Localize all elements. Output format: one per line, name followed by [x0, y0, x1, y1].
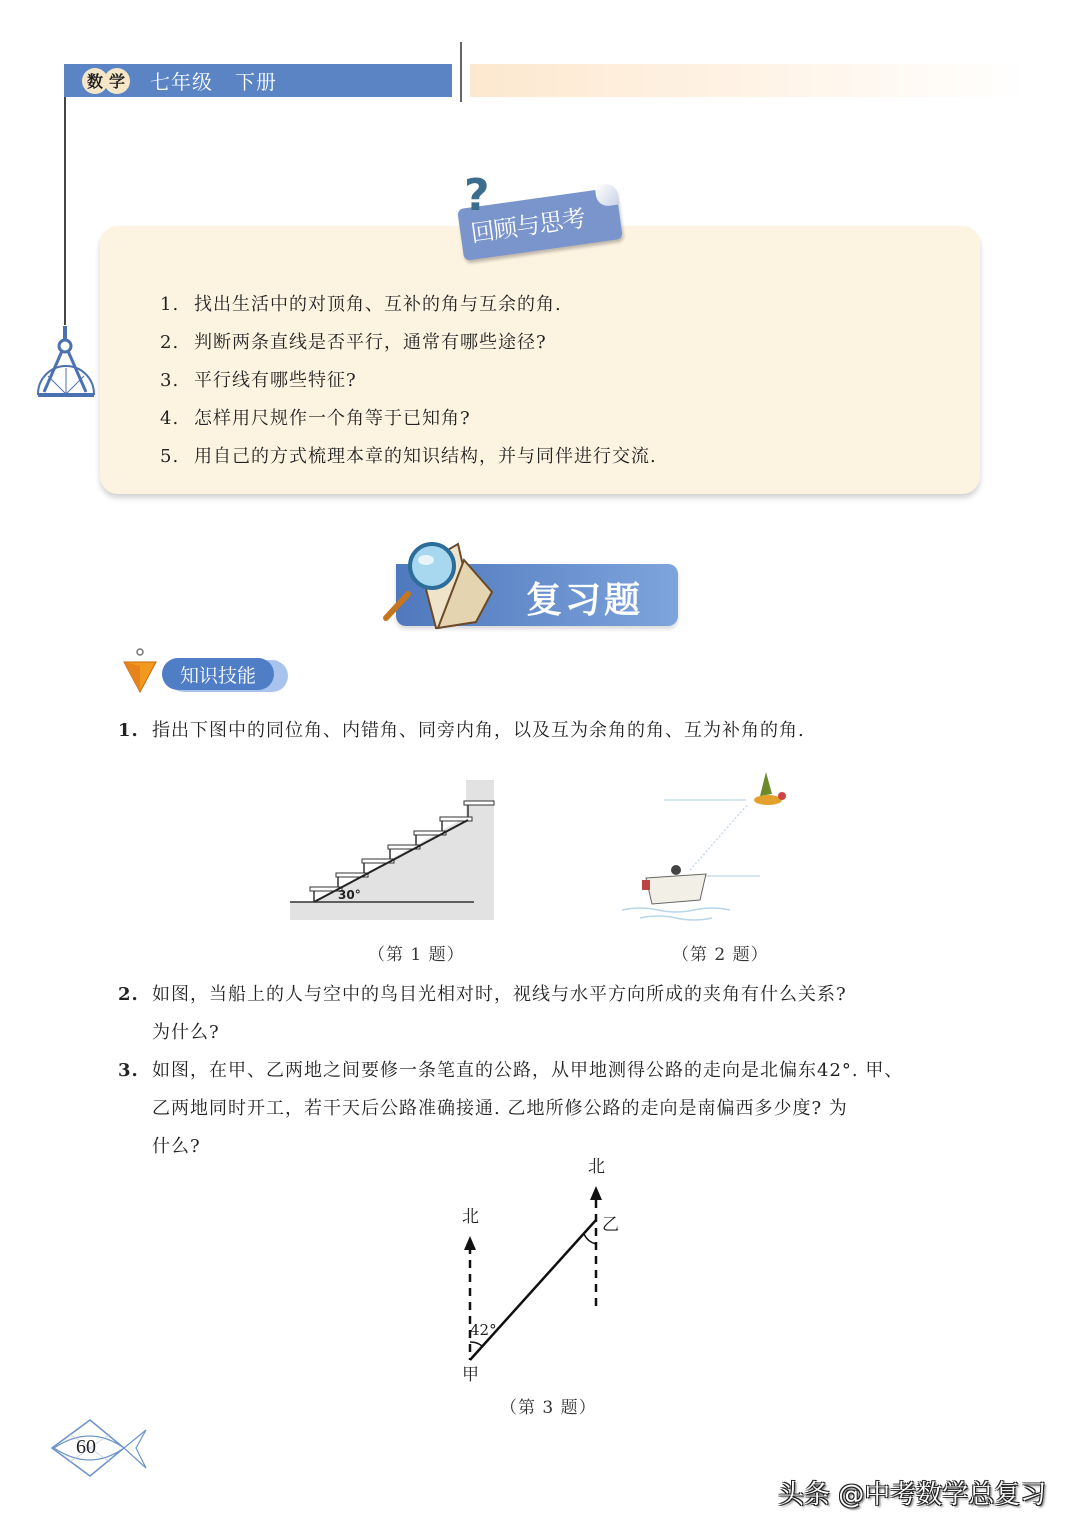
exercise-banner — [380, 536, 690, 636]
book-header-bar — [64, 64, 452, 97]
review-item: 3. 平行线有哪些特征? — [160, 370, 357, 391]
magnifier-book-icon — [380, 536, 510, 636]
svg-text:42°: 42° — [470, 1321, 497, 1339]
compass-protractor-icon — [36, 326, 96, 398]
question-3: 3. 如图，在甲、乙两地之间要修一条笔直的公路，从甲地测得公路的走向是北偏东42°. 甲、 乙两地同时开工，若干天后公路准确接通. 乙地所修公路的走向是南偏西多少度? 为 什么? — [118, 1060, 904, 1157]
svg-text:北: 北 — [588, 1157, 605, 1177]
svg-text:30°: 30° — [338, 888, 361, 902]
grade-label: 七年级 — [150, 70, 213, 94]
svg-text:北: 北 — [462, 1207, 479, 1227]
section-label: 知识技能 — [162, 658, 274, 690]
svg-text:乙: 乙 — [602, 1215, 619, 1235]
exercise-banner-label: 复习题 — [526, 580, 644, 621]
pendulum-icon — [120, 648, 160, 694]
figure-1-caption: （第 1 题） — [368, 945, 465, 965]
figure-2-caption: （第 2 题） — [672, 945, 769, 965]
review-tag-label: 回顾与思考 — [468, 204, 587, 248]
volume-label: 下册 — [235, 70, 277, 94]
review-item: 2. 判断两条直线是否平行，通常有哪些途径? — [160, 332, 547, 353]
subject-badge — [82, 68, 126, 94]
boat-bird-figure — [610, 766, 800, 926]
svg-text:甲: 甲 — [462, 1365, 479, 1385]
figure-3-caption: （第 3 题） — [500, 1398, 597, 1418]
fish-page-number-icon — [50, 1416, 150, 1480]
staircase-figure — [288, 778, 498, 924]
watermark: 头条 @中考数学总复习 — [778, 1480, 1047, 1510]
subject-char: 学 — [104, 68, 130, 94]
bearing-figure — [450, 1150, 640, 1390]
page-number: 60 — [76, 1436, 96, 1458]
margin-line — [64, 97, 66, 325]
review-question-list — [160, 286, 657, 476]
question-mark-icon: ? — [464, 170, 490, 221]
header-decor-stripe — [470, 64, 1030, 97]
review-think-tag — [456, 170, 626, 260]
question-2: 2. 如图，当船上的人与空中的鸟目光相对时，视线与水平方向所成的夹角有什么关系? 为什么? — [118, 984, 847, 1043]
review-item: 5. 用自己的方式梳理本章的知识结构，并与同伴进行交流. — [160, 446, 657, 467]
review-item: 4. 怎样用尺规作一个角等于已知角? — [160, 408, 471, 429]
review-item: 1. 找出生活中的对顶角、互补的角与互余的角. — [160, 294, 562, 315]
subject-char: 数 — [82, 68, 108, 94]
knowledge-skill-tag — [120, 648, 300, 698]
question-1: 1. 指出下图中的同位角、内错角、同旁内角，以及互为余角的角、互为补角的角. — [118, 720, 805, 741]
header-divider — [460, 42, 462, 102]
